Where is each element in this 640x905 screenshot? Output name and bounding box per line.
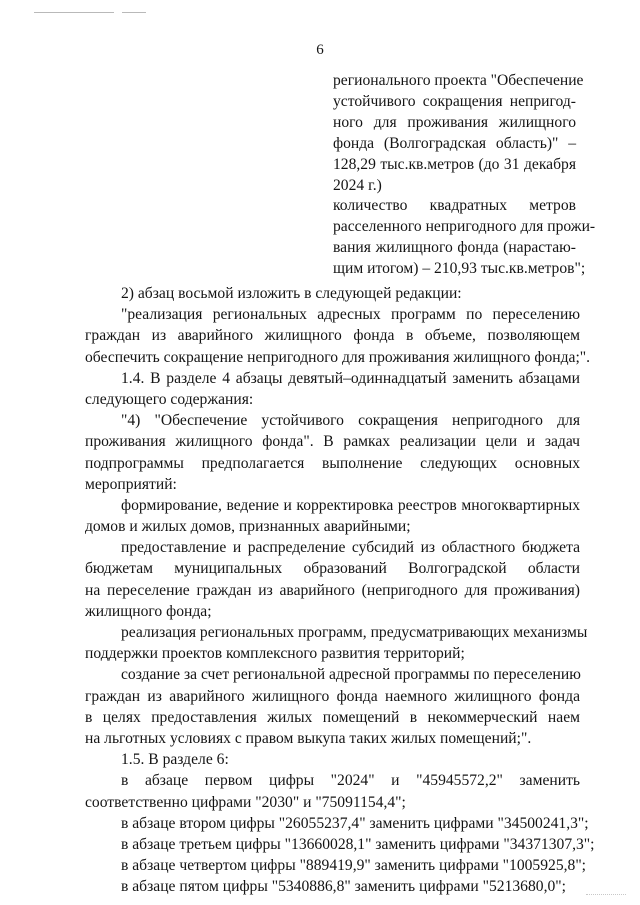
- paragraph-line: граждан из аварийного жилищного фонда в объеме, позволяющем: [85, 327, 580, 345]
- document-body: [85, 283, 595, 897]
- paragraph-line: "реализация региональных адресных программ по переселению: [121, 306, 580, 324]
- paragraph-line: соответственно цифрами "2030" и "75091154,4";: [85, 793, 406, 811]
- text-line: устойчивого сокращения непригод-: [333, 93, 576, 110]
- paragraph-line: граждан из аварийного жилищного фонда наемного жилищного фонда: [85, 687, 580, 705]
- paragraph-line: в абзаце первом цифры "2024" и "45945572,2" заменить: [121, 772, 580, 790]
- paragraph-line: бюджетам муниципальных образований Волгоградской области: [85, 560, 580, 578]
- text-line: 2024 г.): [333, 177, 382, 194]
- paragraph-line: в абзаце втором цифры "26055237,4" заменить цифрами "34500241,3";: [121, 814, 589, 832]
- paragraph-line: в абзаце четвертом цифры "889419,9" заменить цифрами "1005925,8";: [121, 857, 587, 875]
- text-line: фонда (Волгоградская область)" –: [333, 135, 576, 152]
- paragraph-line: создание за счет региональной адресной программы по переселению: [121, 666, 581, 684]
- paragraph-line: на переселение граждан из аварийного (непригодного для проживания): [85, 581, 580, 599]
- paragraph-line: следующего содержания:: [85, 390, 254, 408]
- paragraph-line: в целях предоставления жилых помещений в некоммерческий наем: [85, 708, 580, 726]
- page-number: 6: [316, 42, 324, 58]
- paragraph-line: на льготных условиях с правом выкупа таких жилых помещений;".: [85, 729, 532, 747]
- paragraph-line: реализация региональных программ, предусматривающих механизмы: [121, 624, 588, 641]
- text-line: ного для проживания жилищного: [333, 114, 576, 131]
- paragraph-line: обеспечить сокращение непригодного для проживания жилищного фонда;".: [85, 348, 591, 366]
- paragraph-line: предоставление и распределение субсидий из областного бюджета: [121, 539, 580, 557]
- paragraph-line: мероприятий:: [85, 475, 177, 493]
- paragraph-line: жилищного фонда;: [85, 602, 212, 620]
- paragraph-line: 2) абзац восьмой изложить в следующей редакции:: [121, 285, 462, 302]
- scan-corner-mark: [586, 894, 626, 899]
- text-line: 128,29 тыс.кв.метров (до 31 декабря: [333, 156, 576, 173]
- section-heading-line: 1.5. В разделе 6:: [121, 751, 229, 769]
- paragraph-line: в абзаце третьем цифры "13660028,1" заменить цифрами "34371307,3";: [121, 835, 595, 853]
- area-indicator-block: [333, 195, 596, 279]
- paragraph-line: формирование, ведение и корректировка реестров многоквартирных: [121, 496, 580, 514]
- paragraph-line: домов и жилых домов, признанных аварийными;: [85, 518, 411, 536]
- text-line: регионального проекта "Обеспечение: [333, 72, 584, 89]
- text-line: расселенного непригодного для прожи-: [333, 218, 596, 235]
- text-line: вания жилищного фонда (нарастаю-: [333, 239, 576, 256]
- top-scan-mark-short: [122, 12, 146, 13]
- paragraph-line: подпрограммы предполагается выполнение следующих основных: [85, 454, 580, 472]
- paragraph-line: "4) "Обеспечение устойчивого сокращения непригодного для: [121, 412, 580, 430]
- target-indicator-block: [333, 70, 584, 196]
- paragraph-line: в абзаце пятом цифры "5340886,8" заменить цифрами "5213680,0";: [121, 878, 566, 896]
- top-scan-mark: [34, 12, 114, 13]
- text-line: щим итогом) – 210,93 тыс.кв.метров";: [333, 260, 586, 277]
- text-line: количество квадратных метров: [333, 197, 576, 214]
- paragraph-line: поддержки проектов комплексного развития территорий;: [85, 645, 465, 663]
- paragraph-line: проживания жилищного фонда". В рамках реализации цели и задач: [85, 433, 580, 451]
- section-heading-line: 1.4. В разделе 4 абзацы девятый–одиннадцатый заменить абзацами: [121, 369, 580, 387]
